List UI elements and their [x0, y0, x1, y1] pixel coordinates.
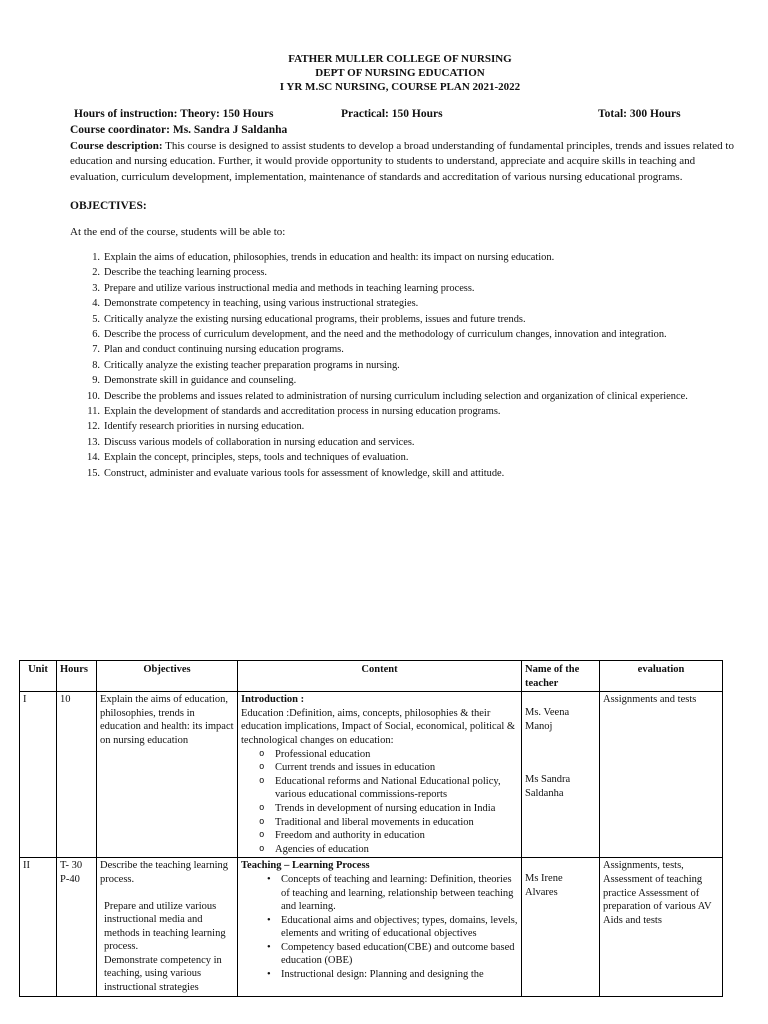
list-item — [92, 327, 744, 342]
objective-text: Describe the process of curriculum development, and the need and the methodology of curriculum changes, innovation and integration. — [104, 329, 667, 341]
header-objectives: Objectives — [97, 661, 238, 692]
teacher-name: Ms Irene Alvares — [525, 873, 563, 898]
list-item — [92, 281, 744, 296]
objective-number: 1. — [92, 252, 100, 263]
table-row — [20, 692, 723, 858]
objective-number: 6. — [92, 329, 100, 341]
objective-number: 12. — [87, 421, 100, 433]
content-text: Education :Definition, aims, concepts, philosophies & their education implications, Impact of Social, economical, political & technological changes on education: — [241, 707, 516, 746]
content-title: Teaching – Learning Process — [241, 860, 370, 872]
course-plan-table — [19, 660, 723, 997]
objective-text: Plan and conduct continuing nursing education programs. — [104, 344, 344, 356]
list-item — [92, 296, 744, 311]
teacher-name: Ms Sandra Saldanha — [525, 774, 571, 799]
list-item: • Competency based education(CBE) and outcome based education (OBE) — [281, 941, 518, 968]
list-item — [87, 450, 744, 465]
objective-number: 3. — [92, 282, 100, 294]
objectives-list — [87, 250, 744, 481]
header-content: Content — [238, 661, 522, 692]
teacher-name: Ms. Veena Manoj — [525, 707, 570, 732]
header-teacher: Name of the teacher — [522, 661, 600, 692]
table-row — [20, 858, 723, 996]
theory-hours-value: T- 30 — [60, 860, 83, 872]
objective-text: Identify research priorities in nursing education. — [104, 421, 305, 433]
list-item: o Traditional and liberal movements in education — [275, 816, 518, 830]
objective-text: Critically analyze the existing nursing educational programs, their problems, issues and future trends. — [104, 313, 526, 325]
list-item — [92, 358, 744, 373]
course-description — [70, 139, 738, 185]
objective-number: 8. — [92, 359, 100, 371]
table-header-row — [20, 661, 723, 692]
list-item — [92, 265, 744, 280]
practical-hours-value: P-40 — [60, 873, 80, 885]
objective-number: 13. — [87, 436, 100, 448]
objective-text: Demonstrate skill in guidance and counseling. — [104, 375, 297, 387]
content-title: Introduction : — [241, 694, 305, 706]
course-coordinator: Course coordinator: Ms. Sandra J Saldanha — [70, 124, 288, 136]
list-item — [87, 404, 744, 419]
header-unit: Unit — [20, 661, 57, 692]
list-item: o Current trends and issues in education — [275, 761, 518, 775]
content-cell — [238, 692, 522, 858]
course-plan-title: I YR M.SC NURSING, COURSE PLAN 2021-2022 — [279, 81, 521, 93]
objectives-intro: At the end of the course, students will be able to: — [70, 226, 286, 238]
list-item — [87, 389, 744, 404]
evaluation-cell: Assignments, tests, Assessment of teaching practice Assessment of preparation of various AV Aids and tests — [600, 858, 723, 996]
objective-text: Describe the problems and issues related to administration of nursing curriculum including selection and organization of clinical experience. — [104, 390, 688, 402]
objectives-cell — [97, 858, 238, 996]
list-item: o Professional education — [275, 748, 518, 762]
list-item — [87, 419, 744, 434]
objective-text: Construct, administer and evaluate various tools for assessment of knowledge, skill and attitude. — [104, 467, 505, 479]
list-item: • Instructional design: Planning and designing the — [281, 968, 518, 982]
objective-text: Prepare and utilize various instructional media and methods in teaching learning process. — [104, 900, 226, 953]
objective-number: 9. — [92, 375, 100, 387]
hours-cell — [57, 858, 97, 996]
list-item — [92, 250, 744, 265]
objective-text: Demonstrate competency in teaching, using various instructional strategies — [104, 954, 222, 994]
list-item — [92, 312, 744, 327]
objectives-heading: OBJECTIVES: — [70, 200, 147, 212]
total-hours: Total: 300 Hours — [598, 108, 681, 120]
objective-number: 11. — [87, 406, 100, 418]
objective-text: Describe the teaching learning process. — [100, 860, 228, 885]
college-name: FATHER MULLER COLLEGE OF NURSING — [288, 53, 512, 65]
objective-text: Demonstrate competency in teaching, using various instructional strategies. — [104, 298, 419, 310]
objective-text: Describe the teaching learning process. — [104, 267, 268, 279]
objective-number: 14. — [87, 452, 100, 464]
practical-hours: Practical: 150 Hours — [341, 108, 443, 120]
course-description-label: Course description: — [70, 140, 163, 152]
objective-number: 5. — [92, 313, 100, 325]
objective-number: 2. — [92, 267, 100, 279]
list-item: o Educational reforms and National Educational policy, various educational commissions-reports — [275, 775, 518, 802]
objective-number: 4. — [92, 298, 100, 310]
objective-text: Critically analyze the existing teacher preparation programs in nursing. — [104, 359, 400, 371]
header-hours: Hours — [57, 661, 97, 692]
teacher-cell — [522, 692, 600, 858]
list-item: • Concepts of teaching and learning: Definition, theories of teaching and learning, relationship between teaching and learning. — [281, 873, 518, 914]
list-item: o Freedom and authority in education — [275, 829, 518, 843]
list-item: o Trends in development of nursing education in India — [275, 802, 518, 816]
unit-cell: I — [20, 692, 57, 858]
list-item — [87, 435, 744, 450]
hours-cell: 10 — [57, 692, 97, 858]
objective-number: 10. — [87, 390, 100, 402]
objective-number: 15. — [87, 467, 100, 479]
list-item: o Agencies of education — [275, 843, 518, 857]
teacher-cell — [522, 858, 600, 996]
objective-text: Explain the aims of education, philosophies, trends in education and health: its impact on nursing education. — [104, 252, 555, 263]
list-item — [92, 373, 744, 388]
evaluation-cell: Assignments and tests — [600, 692, 723, 858]
list-item: • Educational aims and objectives; types, domains, levels, elements and writing of educational objectives — [281, 914, 518, 941]
content-list — [241, 873, 518, 982]
objective-text: Prepare and utilize various instructional media and methods in teaching learning process. — [104, 282, 475, 294]
content-cell — [238, 858, 522, 996]
header-evaluation: evaluation — [600, 661, 723, 692]
content-list — [241, 748, 518, 857]
course-description-text: This course is designed to assist students to develop a broad understanding of fundamental principles, trends and issues related to education and nursing education. Further, it would provide opportunity to students to understand, appreciate and acquire skills in teaching and evaluation, curriculum development, implementation, maintenance of standards and accreditation of various nursing educational programs. — [70, 140, 734, 183]
theory-hours: Hours of instruction: Theory: 150 Hours — [74, 108, 274, 120]
objectives-cell: Explain the aims of education, philosophies, trends in education and health: its impact on nursing education — [97, 692, 238, 858]
objective-number: 7. — [92, 344, 100, 356]
list-item — [87, 466, 744, 481]
department-name: DEPT OF NURSING EDUCATION — [315, 67, 485, 79]
objective-text: Explain the concept, principles, steps, tools and techniques of evaluation. — [104, 452, 409, 464]
objective-text: Explain the development of standards and accreditation process in nursing education programs. — [104, 406, 501, 418]
list-item — [92, 342, 744, 357]
unit-cell: II — [20, 858, 57, 996]
objective-text: Discuss various models of collaboration in nursing education and services. — [104, 436, 415, 448]
